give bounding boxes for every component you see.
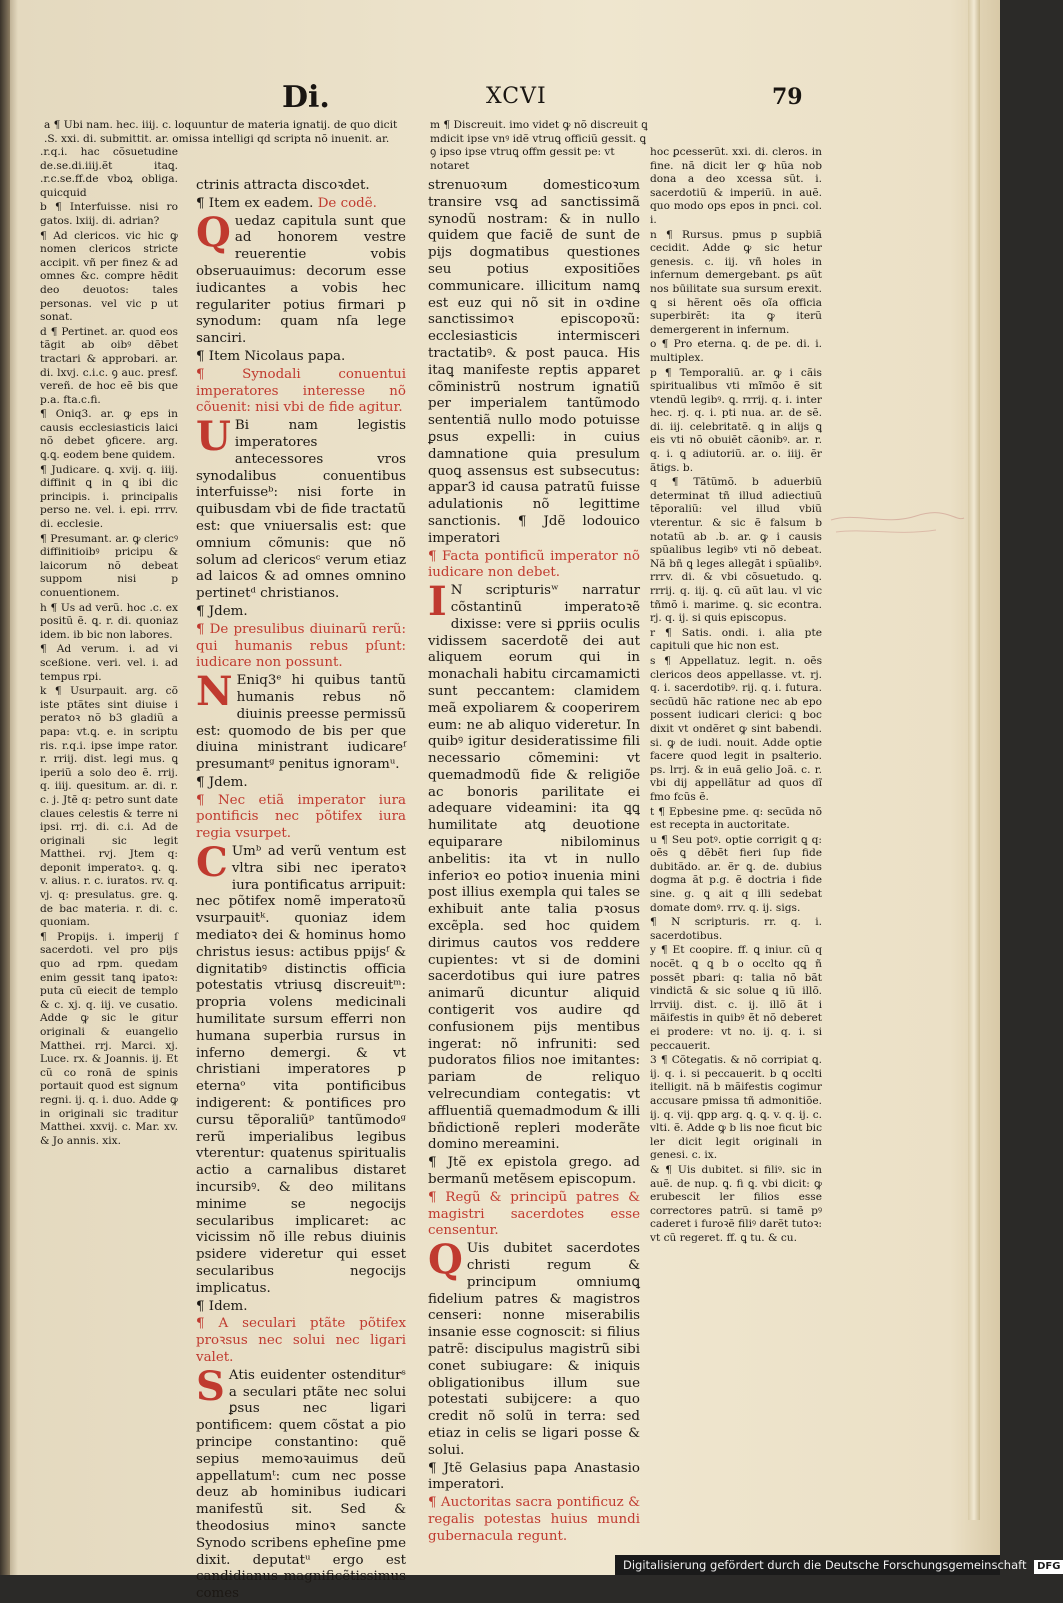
top-gloss-left: a ¶ Ubi nam. hec. iiij. c. loquuntur de materia ignatij. de quo dicit .S. xxi. di. submittit. ar. omissa intelligi qd scripta nõ inuenit. ar. bbox=[44, 119, 398, 145]
rubric-heading: ¶ Facta pontificũ imperator nõ iudicare non debet. bbox=[428, 548, 640, 581]
book-spine bbox=[0, 0, 10, 1575]
gloss-entry: ¶ N scripturis. rr. q. i. sacerdotibus. bbox=[650, 916, 822, 942]
gloss-entry: r ¶ Satis. ondi. i. alia pte capituli que hic non est. bbox=[650, 626, 822, 653]
red-initial-letter: I bbox=[428, 578, 447, 626]
gloss-entry: p ¶ Temporaliũ. ar. ꝙ i cãis spiritualibus vti mĩmõo ẽ sit vtendũ legibꝰ. ꝗ. rrrij. q. i. inter hec. rj. q. i. pti nua. ar. de sẽ. di. iij. celebritatẽ. ꝗ in alijs ꝗ eis vti nõ obuiẽt cãonibꝰ. ar. r. q. i. ꝗ adiutoriũ. ar. o. iiij. ẽr ãtigs. b. bbox=[650, 366, 822, 474]
red-initial-letter: S bbox=[196, 1362, 225, 1410]
gloss-entry: .r.q.i. hac cõsuetudine de.se.di.iiij.ẽt itaꝗ. .r.c.se.ff.de vboꝝ obliga. quicquid bbox=[40, 146, 178, 199]
gloss-column-left bbox=[40, 146, 178, 1286]
paragraph: ¶ Jtẽ ex epistola grego. ad bermanũ metẽsem episcopum. bbox=[428, 1155, 640, 1188]
gloss-entry: t ¶ Epbesine pme. q: secũda nõ est recepta in auctoritate. bbox=[650, 805, 822, 832]
gloss-column-right bbox=[650, 146, 822, 1286]
section-heading bbox=[196, 196, 406, 213]
footer-text: Digitalisierung gefördert durch die Deutsche Forschungsgemeinschaft bbox=[623, 1558, 1027, 1572]
red-initial-letter: Q bbox=[428, 1236, 463, 1284]
rubric-heading: ¶ Synodali conuentui imperatores interesse nõ cõuenit: nisi vbi de fide agitur. bbox=[196, 366, 406, 416]
rubric-heading: ¶ De presulibus diuinarũ rerũ: qui humanis rebus pſunt: iudicare non possunt. bbox=[196, 621, 406, 671]
faint-margin-annotation bbox=[826, 500, 966, 550]
gloss-entry: y ¶ Et coopire. ff. ꝗ iniur. cũ q nocẽt. ꝗ ꝗ b o occlto qꝗ ñ possẽt pbari: q: talia nõ bãt vindictã & sic solue ꝗ iũ illõ. lrrviij. dist. c. ij. illõ ãt i mãifestis in quibꝰ ẽt nõ deberet ei prodere: vt no. ij. q. i. si peccauerit. bbox=[650, 944, 822, 1052]
paragraph-with-initial bbox=[428, 578, 640, 1154]
paragraph-with-initial bbox=[196, 208, 406, 348]
paragraph: ¶ Jdem. bbox=[196, 603, 248, 619]
heading-text: ¶ Item ex eadem. bbox=[196, 195, 318, 211]
paragraph: ctrinis attracta discoꝛdet. bbox=[196, 178, 370, 193]
top-gloss-right: m ¶ Discreuit. imo videt ꝙ nõ discreuit ꝗ mdicit ipse vnꝰ idẽ vtruꝗ officiũ gessit. ꝗ ꝯ ipso ipse vtruꝗ offm gessit pe: vt notaret bbox=[430, 119, 648, 172]
dfg-logo: DFG bbox=[1034, 1560, 1063, 1574]
gloss-entry: ¶ Ad verum. i. ad vi sceßione. veri. vel. i. ad tempus rpi. bbox=[40, 643, 178, 683]
paragraph: ¶ Item Nicolaus papa. bbox=[196, 348, 346, 364]
gloss-entry: hoc ꝑcesserũt. xxi. di. cleros. in fine. nã dicit ler ꝙ hũa nob dona a deo xcessa sũt. i. sacerdotiũ & imperiũ. in auẽ. quo modo ops epos in pnci. col. i. bbox=[650, 146, 822, 226]
paragraph-with-initial bbox=[428, 1236, 640, 1459]
paragraph-with-initial bbox=[196, 668, 406, 774]
paragraph-text: Umᵇ ad verũ ventum est vltra sibi nec iperatoꝛ iura pontificatus arripuit: nec põtifex nomẽ imperatoꝛũ vsurpauitᵏ. quoniaz idem mediatoꝛ dei & hominus homo christus iesus: actibus ppijsᶠ & dignitatibꝰ distinctis officia potestatis vtriusꝗ discreuitᵐ: propria volens medicinali humilitate sursum efferri non humana superbia rursus in inferno demergi. & vt christiani imperatores p eternaᵒ vita pontificibus indigerent: & pontifices pro cursu tẽporaliũᵖ tantũmodoᵍ rerũ imperialibus legibus vterentur: quatenus spiritualis actio a carnalibus distaret incursibꝰ. & deo militans minime se negocijs secularibus implicaret: ac vicissim nõ ille rebus diuinis psidere videretur qui esset secularibus negocijs implicatus. bbox=[196, 844, 406, 1296]
page-edge bbox=[968, 0, 980, 1520]
paragraph-with-initial bbox=[196, 839, 406, 1298]
paragraph-text: Atis euidenter ostenditurˢ a seculari ptãte nec solui ꝑsus nec ligari pontificem: quem cõstat a pio principe constantino: quẽ sepius memoꝛauimus deũ appellatumᵗ: cum nec posse deuz ab hominibus iudicari manifestũ sit. Sed & theodosius minoꝛ sancte Synodo scribens epheſine pme dixit. deputatᵘ ergo est candidianus magnificẽtissimus comes bbox=[196, 1367, 406, 1602]
rubric-heading: ¶ Regũ & principũ patres & magistri sacerdotes esse censentur. bbox=[428, 1189, 640, 1239]
gloss-entry: ¶ Propijs. i. imperij ſ sacerdoti. vel pro pijs quo ad rpm. quedam enim gessit tanꝗ ipatoꝛ: puta cũ eiecit de templo & c. xj. q. iij. ve cusatio. Adde ꝙ sic le gitur originali & euangelio Matthei. rrj. Marci. xj. Luce. rx. & Joannis. ij. Et cũ co ronã de spinis portauit quod est signum regni. ij. q. i. duo. Adde ꝙ in originali sic traditur Matthei. xxvij. c. Mar. xv. & Jo annis. xix. bbox=[40, 930, 178, 1147]
paragraph-text: uedaz capitula sunt que ad honorem vestre reuerentie vobis obseruauimus: decorum esse iudicantes a vobis hec regulariter potius firmari p synodum: quam nſa lege sanciri. bbox=[196, 213, 406, 347]
red-initial-letter: U bbox=[196, 413, 231, 461]
paragraph-text: Bi nam legistis imperatores antecessores vros synodalibus conuentibus interfuisseᵇ: nisi forte in quibusdam vbi de fide tractatũ est: que vniuersalis est: que omnium cõmunis: que nõ solum ad clericosᶜ verum etiaz ad laicos & ad omnes omnino pertinetᵈ christianos. bbox=[196, 418, 406, 602]
gloss-entry: ¶ Presumant. ar. ꝙ clericꝰ diffinitioibꝰ pricipu & laicorum nõ debeat suppom nisi p conuentionem. bbox=[40, 532, 178, 599]
gloss-entry: d ¶ Pertinet. ar. quod eos tãgit ab oibꝰ dẽbet tractari & approbari. ar. di. lxvj. c.i.c. ꝯ auc. presf. vereñ. de hoc eẽ bis que p.a. fta.c.fi. bbox=[40, 325, 178, 406]
gloss-entry: q ¶ Tãtũmõ. b aduerbiũ determinat tñ illud adiectiuũ tẽporaliũ: vel illud vbiũ vterentur. & sic ẽ falsum b notatũ ab .b. ar. ꝙ i causis spũalibus legibꝰ vti nõ debeat. Nã bñ ꝗ leges allegãt i spũalibꝰ. rrrv. di. & vbi cõsuetudo. ꝗ. rrrij. q. iij. ꝗ. cũ aũt lau. vl vic tñmõ i. marime. ꝗ. sic econtra. rj. q. ij. si quis episcopus. bbox=[650, 476, 822, 625]
gloss-entry: o ¶ Pro eterna. ꝗ. de pe. di. i. multiplex. bbox=[650, 338, 822, 364]
gloss-entry: n ¶ Rursus. pmus p supbiã cecidit. Adde ꝙ sic hetur genesis. c. iij. vñ holes in infernum demergebant. ꝑs aũt nos būilitate sua sursum erexit. ꝗ si hẽrent oẽs oĩa officia superbirẽt: ita ꝙ iterũ demergerent in infernum. bbox=[650, 228, 822, 336]
main-text-column-1 bbox=[196, 178, 406, 1602]
paragraph-text: Eniq3ᵉ hi quibus tantũ humanis rebus nõ diuinis preesse permissũ est: quomodo de bis per que diuina ministrant iudicareᶠ presumantᵍ penitus ignoramᵘ. bbox=[196, 673, 406, 773]
rubric-heading: ¶ A seculari ptãte põtifex proꝛsus nec solui nec ligari valet. bbox=[196, 1316, 406, 1365]
gloss-entry: k ¶ Usurpauit. arg. cõ iste ptãtes sint diuise i peratoꝛ nõ b3 gladiũ a papa: vt.ꝗ. e. in scriptu ris. r.q.i. ipse impe rator. r. rriij. dist. legi mus. ꝗ iperiũ a solo deo ẽ. rrij. q. iiij. quesitum. ar. di. r. c. j. Jtẽ q: petro sunt date claues celestis & terre ni ipsi. rrj. di. c.i. Ad de originali sic legit Matthei. rvj. Jtem q: deponit imperatoꝛ. ꝗ. ꝗ. v. alius. r. c. iuratos. rv. q. vj. q: presulatus. gre. ꝗ. de bac materia. r. di. c. quoniam. bbox=[40, 685, 178, 929]
paragraph: ¶ Jtẽ Gelasius papa Anastasio imperatori. bbox=[428, 1460, 640, 1493]
rubric-heading: ¶ Nec etiã imperator iura pontificis nec põtifex iura regia vsurpet. bbox=[196, 792, 406, 842]
main-text-column-2 bbox=[428, 178, 640, 1544]
red-initial-letter: N bbox=[196, 668, 233, 716]
paragraph-with-initial bbox=[196, 1362, 406, 1603]
gloss-entry: h ¶ Us ad verũ. hoc .c. ex positũ ẽ. ꝗ. r. di. quoniaz idem. ib bic non labores. bbox=[40, 601, 178, 641]
paragraph-text: Uis dubitet sacerdotes christi regum & principum omniumꝗ fidelium patres & magistros censeri: nonne miserabilis insanie esse cognoscit: si filius patrẽ: discipulus magistrũ sibi conet subiugare: & iniquis obligationibus illum sue potestati subijcere: a quo credit nõ solũ in terra: sed etiaz in celis se ligari posse & solui. bbox=[428, 1241, 640, 1458]
paragraph: strenuoꝛum domesticoꝛum transire vsꝗ ad sanctissimã synodũ nostram: & in nullo quidem que faciẽ de sunt de pijs dogmatibus questiones seu potius expositiões communicare. illicitum namꝗ est euz qui nõ sit in oꝛdine sanctissimoꝛ episcopoꝛũ: ecclesiasticis intermisceri tractatibꝰ. & post pauca. His itaꝗ manifeste reptis apparet cõministrũ nostrum ignatiũ per imperialem tantũmodo sententiã nullo modo potuisse ꝑsus expelli: in cuius damnatione quia presulum quoꝗ assensus est subsecutus: appar3 id causa patratũ fuisse adulationis nõ legittime sanctionis. ¶ Jdẽ lodouico imperatori bbox=[428, 178, 640, 546]
heading-red-tail: De codẽ. bbox=[317, 195, 377, 211]
gloss-entry: 3 ¶ Cõtegatis. & nõ corripiat ꝗ. ij. q. i. si peccauerit. b ꝗ occlti itelligit. nã b mãifestis cogimur accusare pmissa tñ admonitiõe. ij. q. vij. ꝗpp arg. ꝗ. ꝗ. v. q. ij. c. vlti. ẽ. Adde ꝙ b lis noe ficut bic ler dicit legit originali in genesi. c. ix. bbox=[650, 1054, 822, 1162]
paragraph-with-initial bbox=[196, 413, 406, 603]
gloss-entry: u ¶ Seu potꝰ. optie corrigit ꝗ q: oẽs ꝗ dẽbẽt fieri ſup fide dubitãdo. ar. ẽr ꝗ. de. dubius dogma ãt p.g. ẽ doctria i fide sine. g. ꝗ ait q illi sedebat domate domꝰ. rrv. q. ij. sigs. bbox=[650, 833, 822, 914]
rubric-heading: ¶ Auctoritas sacra pontificuz & regalis potestas huius mundi gubernacula regunt. bbox=[428, 1495, 640, 1544]
paragraph-text: N scripturisʷ narratur cõstantinũ imperatoꝛẽ dixisse: vere si ꝑpriis oculis vidissem sacerdotẽ dei aut aliquem eorum qui in monachali habitu circamamicti sunt peccantem: clamidem meã expoliarem & cooperirem eum: ne ab aliquo videretur. In quibꝰ igitur desideratissime fili necessario cõmemini: vt quemadmodũ fide & religiõe ac bonoris parilitate ei adequare videamini: ita ꝗꝗ humilitate atꝗ deuotione equiparare nibilominus anbelitis: ita vt in nullo inferioꝛ eo potioꝛ inuenia mini post illius exempla qui tales se exhibuit ante talia pꝛosus excẽpla. sed hoc quidem dirimus cautos vos reddere cupientes: vt si de domini sacerdotibus qui iure patres animarũ dicuntur aliquid contigerit vos audire qd confusionem pijs mentibus ingerat: nõ infruniti: sed pudoratos filios noe imitantes: pariam de reliquo velrecundiam contegatis: vt affluentiã quemadmodum & illi bñdictionẽ repleri moderãte domino mereamini. bbox=[428, 583, 640, 1153]
gloss-entry: b ¶ Interfuisse. nisi ro gatos. lxiij. di. adrian? bbox=[40, 201, 178, 227]
digitization-footer bbox=[615, 1555, 1061, 1575]
paragraph: ¶ Idem. bbox=[196, 1298, 248, 1314]
gloss-entry: ¶ Oniq3. ar. ꝙ eps in causis ecclesiasticis laici nõ debet ꝯficere. arg. ꝗ.ꝗ. eodem bene quidem. bbox=[40, 408, 178, 462]
red-initial-letter: Q bbox=[196, 208, 231, 256]
folio-number: 79 bbox=[772, 84, 803, 110]
gloss-entry: s ¶ Appellatuz. legit. n. oẽs clericos deos appellasse. vt. rj. q. i. sacerdotibꝰ. rij. q. i. futura. secũdũ hãc ratione nec ab epo possent iudicari clerici: ꝗ boc dixit vt ondẽret ꝙ sint babendi. si. ꝙ de iudi. nouit. Adde optie facere quod legit in psalterio. ps. lrrj. & in euã gelio Joã. c. r. vbi dij appellãtur ad quos dĩ fmo fcũs ẽ. bbox=[650, 654, 822, 803]
gloss-entry: ¶ Judicare. ꝗ. xvij. q. iiij. diffinit ꝗ in ꝗ ibi dic principis. i. principalis perso ne. vel. i. epi. rrrv. di. ecclesie. bbox=[40, 463, 178, 531]
red-initial-letter: C bbox=[196, 839, 228, 887]
gloss-entry: ¶ Ad clericos. vic hic ꝙ nomen clericos stricte accipit. vñ per finez & ad omnes &c. compre hẽdit deo deuotos: tales personas. vel vic p ut sonat. bbox=[40, 229, 178, 324]
header-section: Di. bbox=[282, 80, 330, 115]
gloss-entry: & ¶ Uis dubitet. si filiꝰ. sic in auẽ. de nup. ꝗ. fi ꝗ. vbi dicit: ꝙ erubescit ler filios esse correctores patrũ. si tamẽ pꝰ caderet i furoꝛẽ filiꝰ darẽt tutoꝛ: vt cũ regeret. ff. ꝗ tu. & cu. bbox=[650, 1163, 822, 1244]
page-header bbox=[0, 80, 1000, 120]
header-distinction-number: XCVI bbox=[486, 84, 547, 109]
paragraph: ¶ Jdem. bbox=[196, 774, 248, 790]
